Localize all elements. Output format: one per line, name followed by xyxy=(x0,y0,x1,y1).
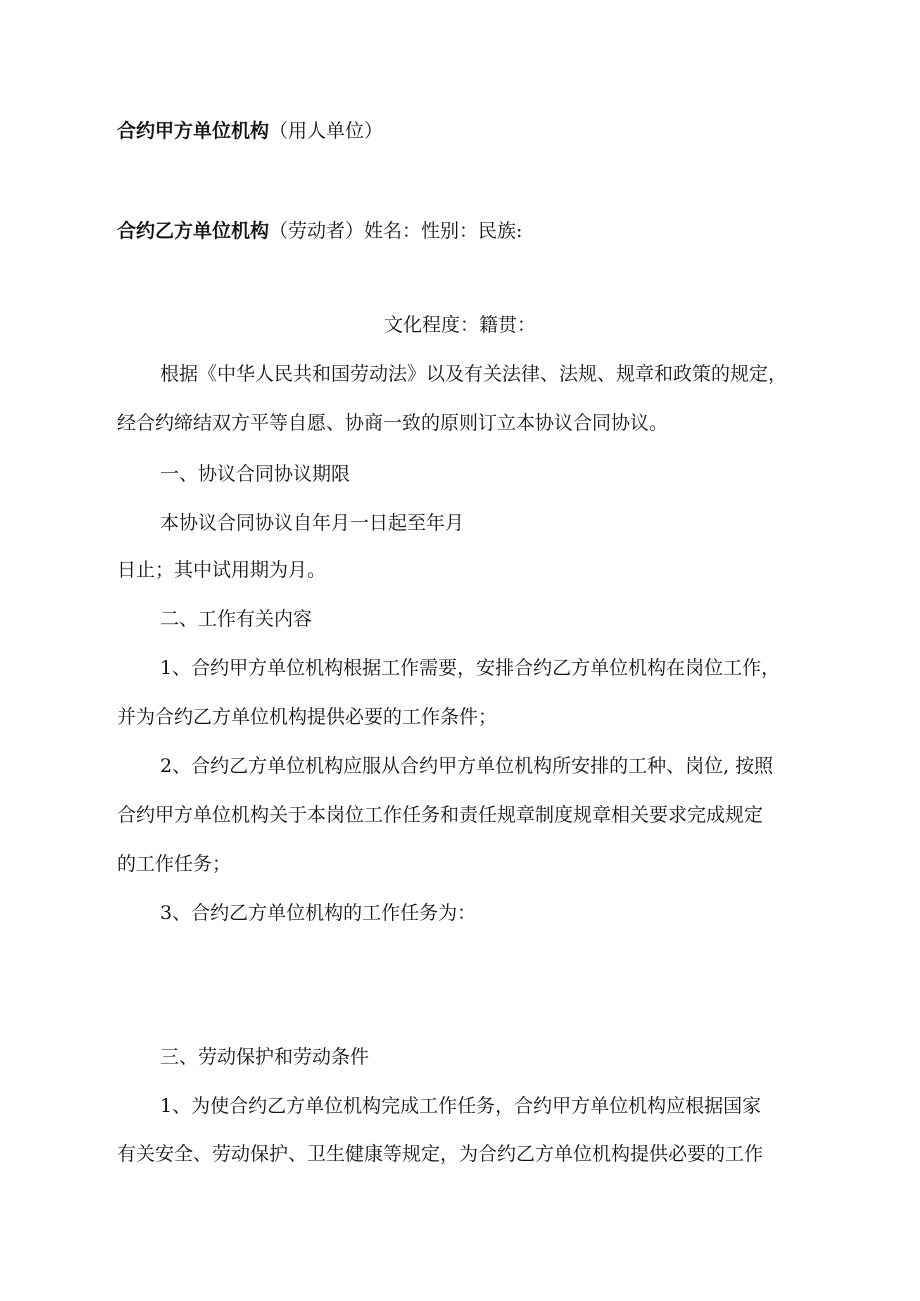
section3-item1-line-2: 有关安全、劳动保护、卫生健康等规定，为合约乙方单位机构提供必要的工作 xyxy=(117,1143,764,1165)
section3-item1-line-1: 1、为使合约乙方单位机构完成工作任务，合约甲方单位机构应根据国家 xyxy=(160,1095,762,1117)
party-b-label: 合约乙方单位机构 xyxy=(117,220,270,242)
preamble-line-1: 根据《中华人民共和国劳动法》以及有关法律、法规、规章和政策的规定， xyxy=(160,363,788,385)
section2-item3-line-1: 3、合约乙方单位机构的工作任务为： xyxy=(160,902,477,924)
section2-item2-line-1: 2、合约乙方单位机构应服从合约甲方单位机构所安排的工种、岗位, 按照 xyxy=(160,755,774,777)
section2-heading: 二、工作有关内容 xyxy=(160,608,313,630)
party-b-line xyxy=(117,218,522,244)
section3-heading: 三、劳动保护和劳动条件 xyxy=(160,1046,370,1068)
section2-item2-line-3: 的工作任务； xyxy=(117,853,232,875)
party-a-line xyxy=(117,118,383,144)
section2-item1-line-1: 1、合约甲方单位机构根据工作需要，安排合约乙方单位机构在岗位工作， xyxy=(160,657,781,679)
section1-heading: 一、协议合同协议期限 xyxy=(160,463,351,485)
section1-line-2: 日止；其中试用期为月。 xyxy=(117,559,327,581)
section2-item2-line-2: 合约甲方单位机构关于本岗位工作任务和责任规章制度规章相关要求完成规定 xyxy=(117,804,764,826)
party-b-note: （劳动者）姓名：性别：民族: xyxy=(269,220,523,242)
party-a-note: （用人单位） xyxy=(269,120,384,142)
section2-item1-line-2: 并为合约乙方单位机构提供必要的工作条件； xyxy=(117,706,498,728)
education-line: 文化程度：籍贯： xyxy=(383,314,536,336)
preamble-line-2: 经合约缔结双方平等自愿、协商一致的原则订立本协议合同协议。 xyxy=(117,412,669,434)
party-a-label: 合约甲方单位机构 xyxy=(117,120,270,142)
section1-line-1: 本协议合同协议自年月一日起至年月 xyxy=(160,512,465,534)
